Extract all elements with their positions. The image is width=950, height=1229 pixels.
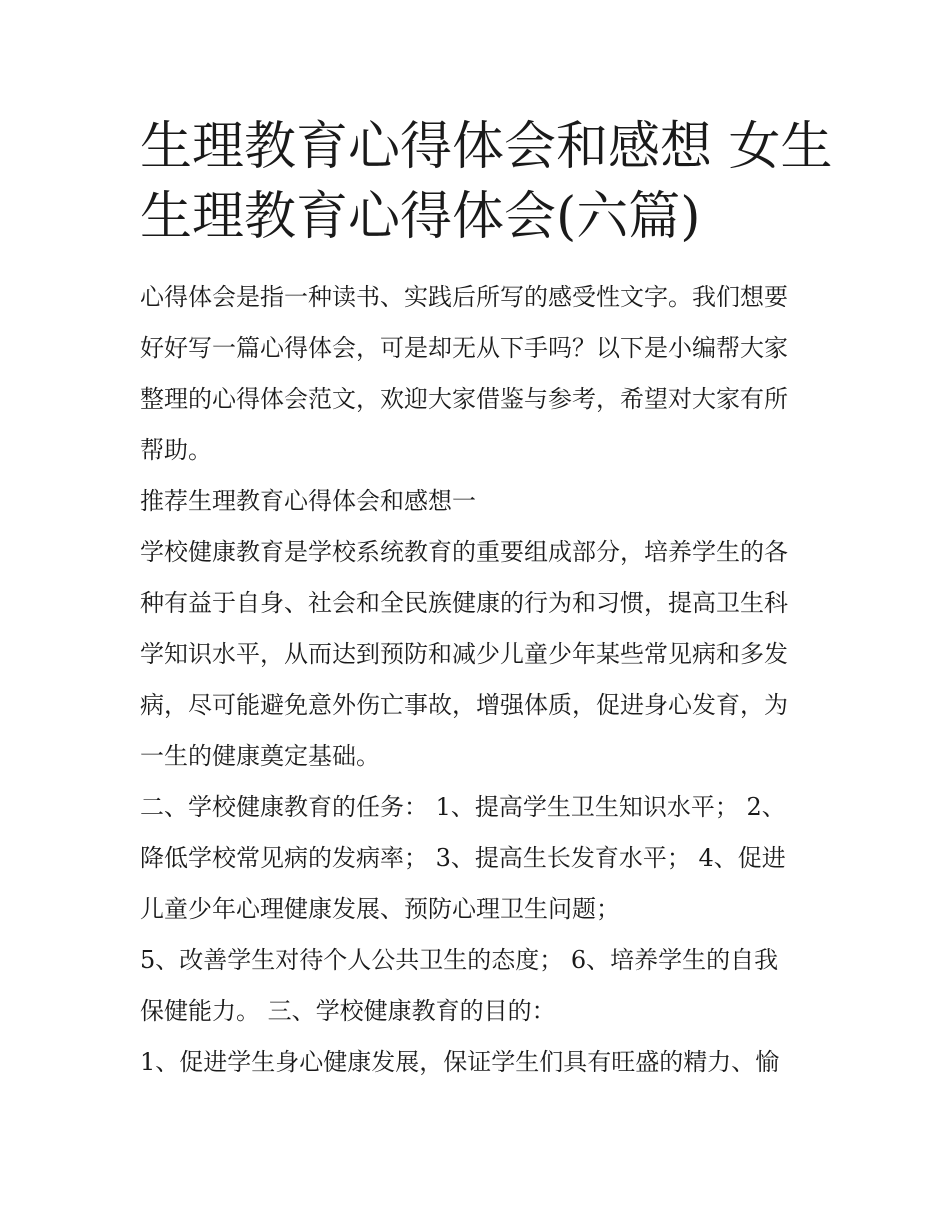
body-line: 帮助。 [140,436,212,464]
body-line: 5、改善学生对待个人公共卫生的态度； 6、培养学生的自我 [140,946,779,974]
body-line: 降低学校常见病的发病率； 3、提高生长发育水平； 4、促进 [140,844,786,872]
body-line: 学校健康教育是学校系统教育的重要组成部分，培养学生的各 [140,538,788,566]
body-line: 学知识水平，从而达到预防和减少儿童少年某些常见病和多发 [140,640,788,668]
body-line: 儿童少年心理健康发展、预防心理卫生问题； [140,895,620,923]
body-line: 病，尽可能避免意外伤亡事故，增强体质，促进身心发育，为 [140,691,788,719]
body-line: 一生的健康奠定基础。 [140,742,380,770]
body-line: 心得体会是指一种读书、实践后所写的感受性文字。我们想要 [140,283,788,311]
title-line-2: 生理教育心得体会(六篇) [140,187,701,247]
document-page [140,112,833,1088]
document-body [140,272,816,1088]
title-line-1: 生理教育心得体会和感想 女生 [140,117,833,177]
section-heading: 推荐生理教育心得体会和感想一 [140,487,476,515]
body-line: 种有益于自身、社会和全民族健康的行为和习惯，提高卫生科 [140,589,788,617]
document-title [140,112,833,252]
body-line: 好好写一篇心得体会，可是却无从下手吗？以下是小编帮大家 [140,334,788,362]
body-line: 1、促进学生身心健康发展，保证学生们具有旺盛的精力、愉 [140,1048,780,1076]
body-line: 保健能力。 三、学校健康教育的目的： [140,997,556,1025]
body-line: 整理的心得体会范文，欢迎大家借鉴与参考，希望对大家有所 [140,385,788,413]
body-line: 二、学校健康教育的任务： 1、提高学生卫生知识水平； 2、 [140,793,786,821]
